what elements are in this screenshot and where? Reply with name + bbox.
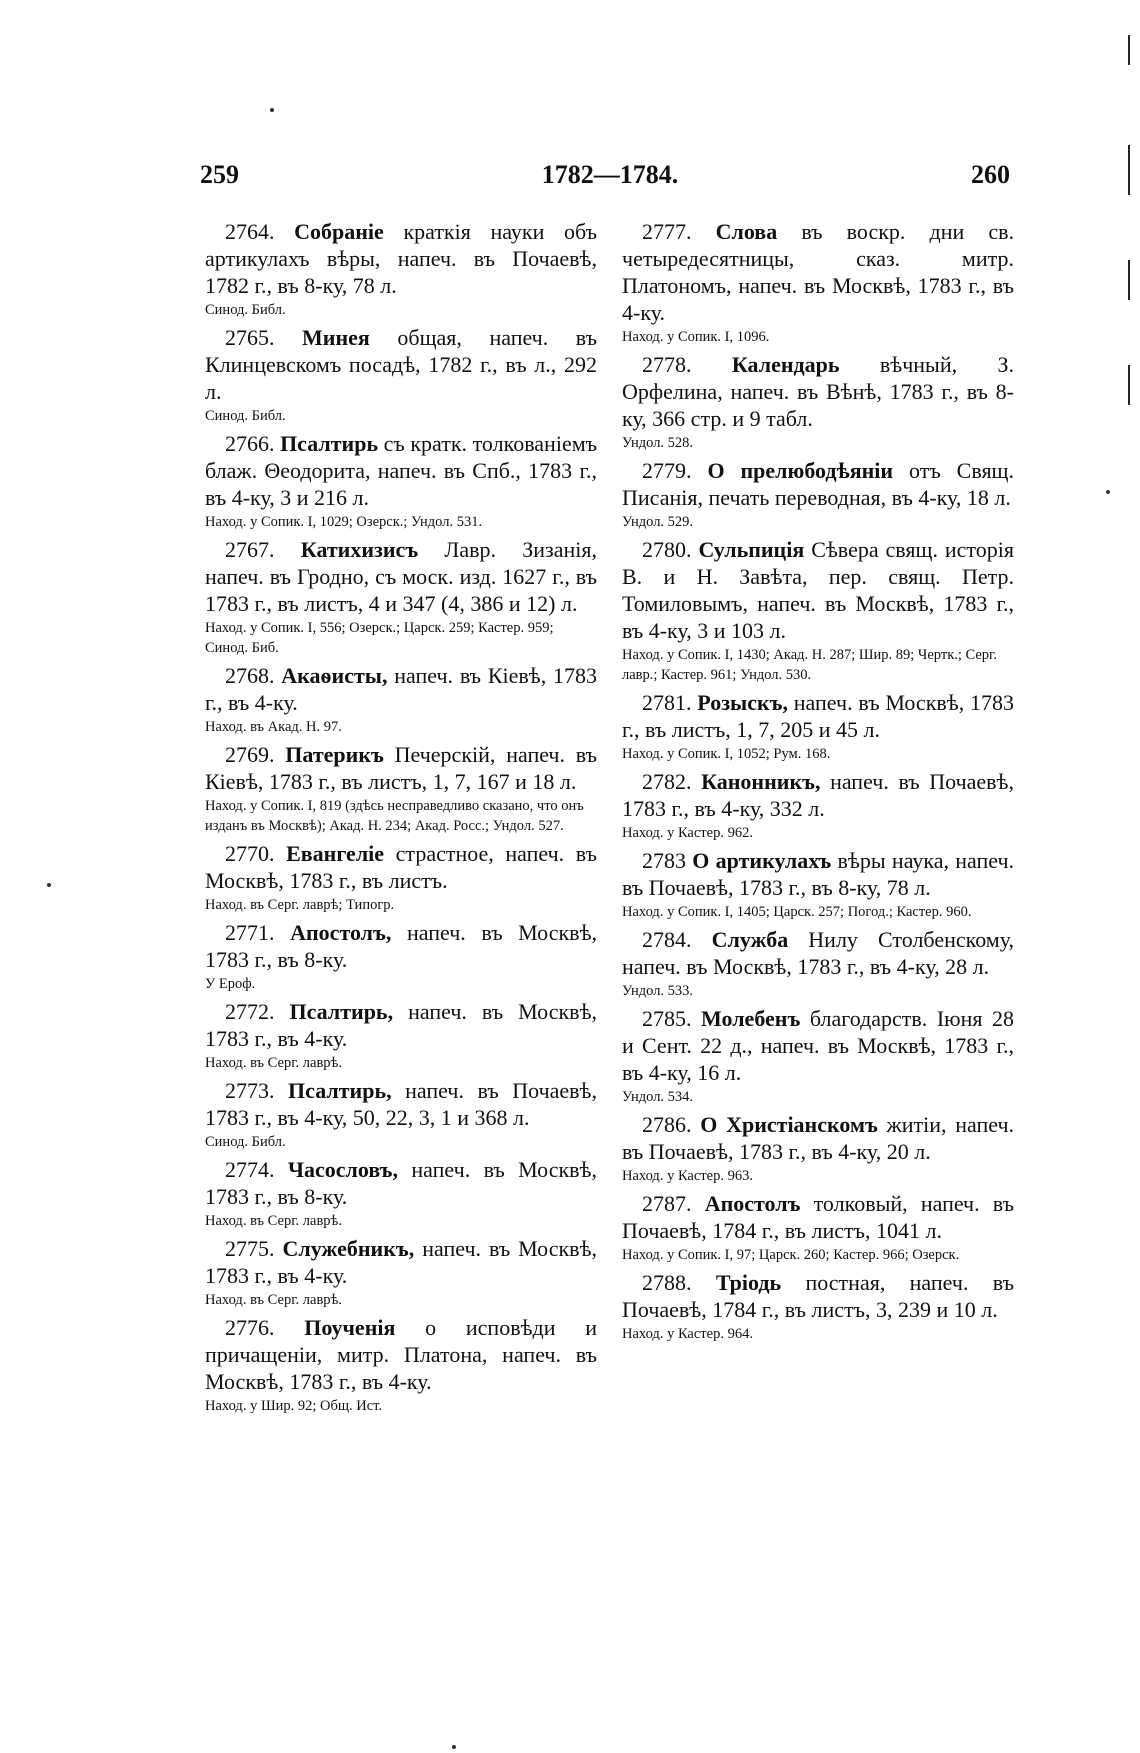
entry-description: страстное, напеч. въ Москвѣ, 1783 г., въ листъ. (205, 841, 598, 893)
entry-text (622, 351, 1014, 432)
entry-text (622, 1111, 1014, 1165)
entry-number: 2786. (642, 1112, 692, 1137)
catalog-entry (205, 1077, 597, 1152)
left-column (205, 218, 597, 1420)
entry-location-note: Наход. у Сопик. I, 819 (здѣсь несправедливо сказано, что онъ изданъ въ Москвѣ); Акад. Н. 234; Акад. Росс.; Ундол. 527. (205, 798, 584, 834)
catalog-entry (622, 1111, 1014, 1186)
entry-text (205, 324, 597, 405)
entry-number: 2778. (642, 352, 692, 377)
entry-text (622, 1190, 1014, 1244)
entry-title: Поученiя (304, 1315, 396, 1340)
entry-location-note: Наход. у Сопик. I, 1029; Озерск.; Ундол. 531. (205, 514, 483, 530)
catalog-entry (622, 926, 1014, 1001)
entry-text (622, 536, 1014, 644)
entry-title: Трiодь (715, 1270, 782, 1295)
catalog-entry (205, 1314, 597, 1416)
catalog-entry (622, 1269, 1014, 1344)
entry-text (205, 1156, 597, 1210)
entry-number: 2775. (225, 1236, 275, 1261)
catalog-entry (205, 840, 597, 915)
entry-location-note: Наход. у Кастер. 964. (622, 1326, 753, 1342)
entry-description: напеч. въ Кiевѣ, 1783 г., въ 4-ку. (205, 663, 598, 715)
catalog-entry (205, 536, 597, 658)
entry-text (205, 536, 597, 617)
entry-number: 2787. (642, 1191, 692, 1216)
catalog-entry (622, 457, 1014, 532)
entry-location-note: Синод. Библ. (205, 1134, 286, 1150)
entry-location-note: Ундол. 529. (622, 514, 694, 530)
catalog-entry (205, 919, 597, 994)
page-header (200, 160, 1020, 200)
entry-description: краткiя науки объ артикулахъ вѣры, напеч. въ Почаевѣ, 1782 г., въ 8-ку, 78 л. (205, 219, 598, 298)
entry-text (205, 218, 597, 299)
entry-location-note: У Ероф. (205, 976, 256, 992)
entry-number: 2776. (225, 1315, 275, 1340)
entry-title: Служебникъ, (282, 1236, 415, 1261)
entry-text (205, 1235, 597, 1289)
entry-location-note: Ундол. 533. (622, 983, 694, 999)
entry-location-note: Наход. у Сопик. I, 1052; Рум. 168. (622, 746, 831, 762)
catalog-entry (205, 741, 597, 836)
entry-title: Собранiе (294, 219, 384, 244)
entry-location-note: Наход. у Кастер. 963. (622, 1168, 753, 1184)
entry-number: 2770. (225, 841, 275, 866)
right-column (622, 218, 1014, 1348)
entry-location-note: Ундол. 528. (622, 435, 694, 451)
entry-title: Псалтирь, (288, 1078, 392, 1103)
entry-description: Печерскiй, напеч. въ Кiевѣ, 1783 г., въ листъ, 1, 7, 167 и 18 л. (205, 742, 598, 794)
entry-title: Минея (302, 325, 370, 350)
entry-location-note: Наход. у Сопик. I, 1430; Акад. Н. 287; Шир. 89; Чертк.; Серг. лавр.; Кастер. 961; Ундол. 530. (622, 647, 997, 683)
entry-location-note: Наход. въ Акад. Н. 97. (205, 719, 342, 735)
entry-text (622, 926, 1014, 980)
entry-location-note: Наход. у Шир. 92; Общ. Ист. (205, 1398, 383, 1414)
entry-text (205, 430, 597, 511)
entry-location-note: Наход. въ Серг. лаврѣ. (205, 1213, 343, 1229)
entry-description: съ кратк. толкованiемъ блаж. Θеодорита, напеч. въ Спб., 1783 г., въ 4-ку, 3 и 216 л. (205, 431, 598, 510)
entry-number: 2772. (225, 999, 275, 1024)
catalog-entry (622, 847, 1014, 922)
entry-text (205, 840, 597, 894)
entry-text (622, 847, 1014, 901)
entry-location-note: Наход. у Кастер. 962. (622, 825, 753, 841)
catalog-entry (205, 218, 597, 320)
entry-description: толковый, напеч. въ Почаевѣ, 1784 г., въ листъ, 1041 л. (622, 1191, 1015, 1243)
entry-title: Часословъ, (287, 1157, 399, 1182)
scan-edge-mark (1128, 145, 1130, 195)
entry-title: Евангелiе (286, 841, 385, 866)
entry-location-note: Наход. у Сопик. I, 1405; Царск. 257; Погод.; Кастер. 960. (622, 904, 972, 920)
entry-text (622, 218, 1014, 326)
entry-description: напеч. въ Москвѣ, 1783 г., въ 8-ку. (205, 920, 598, 972)
entry-location-note: Синод. Библ. (205, 302, 286, 318)
entry-description: отъ Свящ. Писанiя, печать переводная, въ 4-ку, 18 л. (622, 458, 1014, 510)
entry-title: О Христiанскомъ (700, 1112, 878, 1137)
entry-number: 2785. (642, 1006, 692, 1031)
scan-edge-mark (1128, 35, 1130, 65)
scan-edge-mark (1128, 365, 1130, 405)
entry-location-note: Наход. въ Серг. лаврѣ; Типогр. (205, 897, 395, 913)
catalog-entry (205, 662, 597, 737)
entry-description: вѣры наука, напеч. въ Почаевѣ, 1783 г., въ 8-ку, 78 л. (622, 848, 1015, 900)
entry-description: Нилу Столбенскому, напеч. въ Москвѣ, 1783 г., въ 4-ку, 28 л. (622, 927, 1014, 979)
entry-description: житiи, напеч. въ Почаевѣ, 1783 г., въ 4-ку, 20 л. (622, 1112, 1015, 1164)
entry-number: 2767. (225, 537, 275, 562)
entry-description: благодарств. Iюня 28 и Сент. 22 д., напеч. въ Москвѣ, 1783 г., въ 4-ку, 16 л. (622, 1006, 1015, 1085)
entry-location-note: Ундол. 534. (622, 1089, 694, 1105)
entry-number: 2766. (225, 431, 275, 456)
entry-location-note: Наход. у Сопик. I, 556; Озерск.; Царск. 259; Кастер. 959; Синод. Биб. (205, 620, 554, 656)
entry-description: Сѣвера свящ. исторiя В. и Н. Завѣта, пер. свящ. Петр. Томиловымъ, напеч. въ Москвѣ, 1783 г., въ 4-ку, 3 и 103 л. (622, 537, 1014, 643)
entry-description: напеч. въ Почаевѣ, 1783 г., въ 4-ку, 50, 22, 3, 1 и 368 л. (205, 1078, 597, 1130)
entry-text (205, 998, 597, 1052)
entry-description: общая, напеч. въ Клинцевскомъ посадѣ, 1782 г., въ л., 292 л. (205, 325, 598, 404)
running-title: 1782—1784. (541, 160, 679, 189)
entry-text (205, 741, 597, 795)
entry-description: постная, напеч. въ Почаевѣ, 1784 г., въ листъ, 3, 239 и 10 л. (622, 1270, 1014, 1322)
catalog-entry (622, 536, 1014, 685)
entry-description: напеч. въ Почаевѣ, 1783 г., въ 4-ку, 332 л. (622, 769, 1015, 821)
entry-number: 2788. (642, 1270, 692, 1295)
entry-description: напеч. въ Москвѣ, 1783 г., въ листъ, 1, 7, 205 и 45 л. (622, 690, 1015, 742)
entry-text (205, 1314, 597, 1395)
entry-number: 2777. (642, 219, 692, 244)
entry-title: Псалтирь, (289, 999, 394, 1024)
catalog-entry (622, 768, 1014, 843)
catalog-entry (205, 1235, 597, 1310)
entry-title: Канонникъ, (701, 769, 821, 794)
right-page-number: 260 (971, 160, 1010, 189)
scan-speck (47, 883, 51, 887)
catalog-entry (205, 1156, 597, 1231)
entry-number: 2764. (225, 219, 275, 244)
scan-edge-mark (1128, 260, 1130, 300)
catalog-entry (622, 351, 1014, 453)
entry-description: напеч. въ Москвѣ, 1783 г., въ 8-ку. (205, 1157, 597, 1209)
entry-description: о исповѣди и причащенiи, митр. Платона, напеч. въ Москвѣ, 1783 г., въ 4-ку. (205, 1315, 598, 1394)
scan-speck (452, 1745, 456, 1749)
entry-text (622, 1005, 1014, 1086)
entry-title: Молебенъ (701, 1006, 801, 1031)
entry-description: напеч. въ Москвѣ, 1783 г., въ 4-ку. (205, 1236, 598, 1288)
entry-text (622, 768, 1014, 822)
entry-number: 2781. (642, 690, 692, 715)
entry-description: вѣчный, З. Орфелина, напеч. въ Вѣнѣ, 1783 г., въ 8-ку, 366 стр. и 9 табл. (622, 352, 1015, 431)
entry-title: Акаѳисты, (281, 663, 388, 688)
entry-title: Календарь (731, 352, 840, 377)
entry-location-note: Синод. Библ. (205, 408, 286, 424)
catalog-entry (622, 1190, 1014, 1265)
entry-number: 2773. (225, 1078, 275, 1103)
entry-location-note: Наход. у Сопик. I, 97; Царск. 260; Кастер. 966; Озерск. (622, 1247, 960, 1263)
entry-number: 2779. (642, 458, 692, 483)
entry-number: 2784. (642, 927, 692, 952)
entry-number: 2771. (225, 920, 275, 945)
entry-title: Служба (711, 927, 789, 952)
left-page-number: 259 (200, 160, 239, 189)
catalog-entry (622, 689, 1014, 764)
scan-speck (1106, 490, 1110, 494)
entry-title: Псалтирь (280, 431, 379, 456)
entry-title: О прелюбодѣянiи (707, 458, 894, 483)
entry-title: Апостолъ (704, 1191, 801, 1216)
entry-text (205, 662, 597, 716)
entry-location-note: Наход. у Сопик. I, 1096. (622, 329, 770, 345)
catalog-entry (622, 1005, 1014, 1107)
entry-number: 2765. (225, 325, 275, 350)
catalog-entry (622, 218, 1014, 347)
entry-location-note: Наход. въ Серг. лаврѣ. (205, 1055, 343, 1071)
entry-number: 2780. (642, 537, 692, 562)
entry-number: 2768. (225, 663, 275, 688)
catalog-entry (205, 430, 597, 532)
entry-location-note: Наход. въ Серг. лаврѣ. (205, 1292, 343, 1308)
entry-text (205, 1077, 597, 1131)
catalog-entry (205, 324, 597, 426)
catalog-entry (205, 998, 597, 1073)
entry-number: 2774. (225, 1157, 275, 1182)
entry-title: Апостолъ, (290, 920, 392, 945)
entry-text (205, 919, 597, 973)
entry-number: 2782. (642, 769, 692, 794)
entry-title: Патерикъ (285, 742, 384, 767)
entry-text (622, 1269, 1014, 1323)
entry-description: напеч. въ Москвѣ, 1783 г., въ 4-ку. (205, 999, 598, 1051)
entry-title: Слова (715, 219, 778, 244)
entry-text (622, 457, 1014, 511)
entry-text (622, 689, 1014, 743)
entry-description: въ воскр. дни св. четыредесятницы, сказ. митр. Платономъ, напеч. въ Москвѣ, 1783 г., въ 4-ку. (622, 219, 1015, 325)
entry-number: 2769. (225, 742, 275, 767)
entry-title: Розыскъ, (697, 690, 788, 715)
entry-title: Сульпицiя (698, 537, 805, 562)
entry-title: Катихизисъ (300, 537, 419, 562)
entry-title: О артикулахъ (692, 848, 832, 873)
entry-description: Лавр. Зизанiя, напеч. въ Гродно, съ моск. изд. 1627 г., въ 1783 г., въ листъ, 4 и 347 (4, 386 и 12) л. (205, 537, 598, 616)
entry-number: 2783 (642, 848, 686, 873)
scan-speck (270, 108, 274, 112)
